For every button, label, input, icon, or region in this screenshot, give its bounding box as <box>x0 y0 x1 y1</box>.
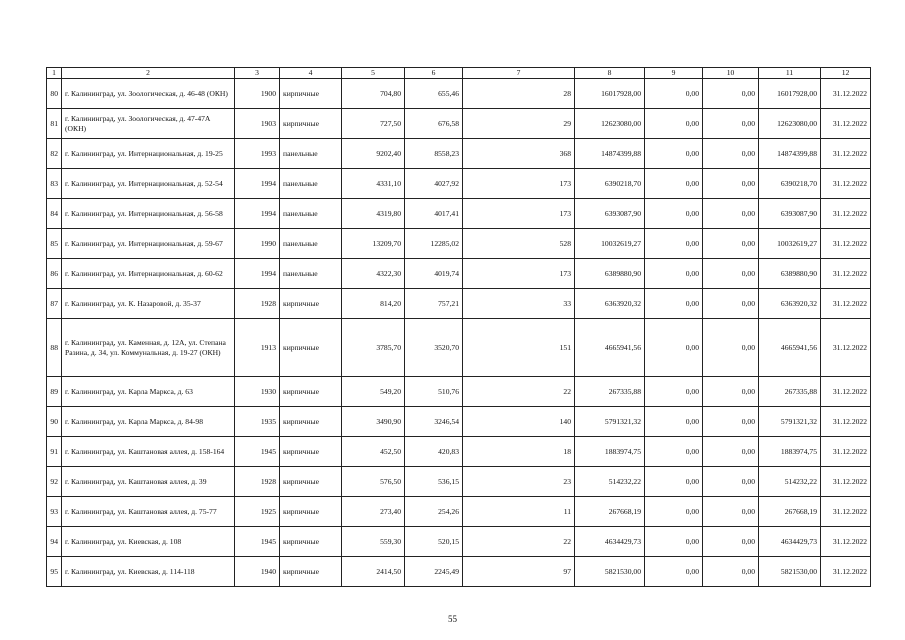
wall-material-cell: панельные <box>280 259 342 289</box>
wall-material-cell: панельные <box>280 169 342 199</box>
living-area-cell: 520,15 <box>405 527 463 557</box>
year-built-cell: 1990 <box>235 229 280 259</box>
zero-amount-cell: 0,00 <box>645 497 703 527</box>
residents-cell: 173 <box>463 199 575 229</box>
total-cost-cell: 6389880,90 <box>575 259 645 289</box>
zero-amount-cell: 0,00 <box>703 467 759 497</box>
address-cell: г. Калининград, ул. К. Назаровой, д. 35-37 <box>62 289 235 319</box>
net-cost-cell: 5821530,00 <box>759 557 821 587</box>
address-cell: г. Калининград, ул. Интернациональная, д. 56-58 <box>62 199 235 229</box>
wall-material-cell: кирпичные <box>280 527 342 557</box>
wall-material-cell: панельные <box>280 199 342 229</box>
residents-cell: 22 <box>463 527 575 557</box>
zero-amount-cell: 0,00 <box>645 527 703 557</box>
row-number-cell: 90 <box>47 407 62 437</box>
row-number-cell: 94 <box>47 527 62 557</box>
zero-amount-cell: 0,00 <box>645 139 703 169</box>
wall-material-cell: кирпичные <box>280 557 342 587</box>
wall-material-cell: кирпичные <box>280 319 342 377</box>
residents-cell: 173 <box>463 169 575 199</box>
net-cost-cell: 6393087,90 <box>759 199 821 229</box>
date-cell: 31.12.2022 <box>821 169 871 199</box>
total-cost-cell: 5791321,32 <box>575 407 645 437</box>
year-built-cell: 1925 <box>235 497 280 527</box>
total-cost-cell: 10032619,27 <box>575 229 645 259</box>
zero-amount-cell: 0,00 <box>703 79 759 109</box>
row-number-cell: 89 <box>47 377 62 407</box>
table-row <box>47 139 871 169</box>
total-area-cell: 559,30 <box>342 527 405 557</box>
net-cost-cell: 4634429,73 <box>759 527 821 557</box>
living-area-cell: 4017,41 <box>405 199 463 229</box>
row-number-cell: 81 <box>47 109 62 139</box>
living-area-cell: 2245,49 <box>405 557 463 587</box>
residents-cell: 140 <box>463 407 575 437</box>
zero-amount-cell: 0,00 <box>645 199 703 229</box>
zero-amount-cell: 0,00 <box>703 139 759 169</box>
total-area-cell: 814,20 <box>342 289 405 319</box>
column-header: 5 <box>342 68 405 79</box>
year-built-cell: 1940 <box>235 557 280 587</box>
zero-amount-cell: 0,00 <box>703 527 759 557</box>
wall-material-cell: кирпичные <box>280 407 342 437</box>
table-row <box>47 229 871 259</box>
net-cost-cell: 12623080,00 <box>759 109 821 139</box>
table-row <box>47 527 871 557</box>
column-header: 9 <box>645 68 703 79</box>
date-cell: 31.12.2022 <box>821 497 871 527</box>
date-cell: 31.12.2022 <box>821 557 871 587</box>
column-header: 1 <box>47 68 62 79</box>
row-number-cell: 88 <box>47 319 62 377</box>
zero-amount-cell: 0,00 <box>703 437 759 467</box>
net-cost-cell: 6390218,70 <box>759 169 821 199</box>
living-area-cell: 510,76 <box>405 377 463 407</box>
year-built-cell: 1945 <box>235 527 280 557</box>
zero-amount-cell: 0,00 <box>645 407 703 437</box>
total-cost-cell: 1883974,75 <box>575 437 645 467</box>
residents-cell: 33 <box>463 289 575 319</box>
date-cell: 31.12.2022 <box>821 437 871 467</box>
total-cost-cell: 12623080,00 <box>575 109 645 139</box>
table-row <box>47 377 871 407</box>
column-header: 8 <box>575 68 645 79</box>
zero-amount-cell: 0,00 <box>703 169 759 199</box>
table-row <box>47 109 871 139</box>
residents-cell: 173 <box>463 259 575 289</box>
living-area-cell: 3520,70 <box>405 319 463 377</box>
zero-amount-cell: 0,00 <box>645 289 703 319</box>
year-built-cell: 1928 <box>235 289 280 319</box>
total-cost-cell: 6363920,32 <box>575 289 645 319</box>
year-built-cell: 1994 <box>235 199 280 229</box>
table-row <box>47 437 871 467</box>
date-cell: 31.12.2022 <box>821 109 871 139</box>
living-area-cell: 757,21 <box>405 289 463 319</box>
row-number-cell: 91 <box>47 437 62 467</box>
wall-material-cell: кирпичные <box>280 437 342 467</box>
page-number: 55 <box>448 614 457 624</box>
column-header: 2 <box>62 68 235 79</box>
net-cost-cell: 267668,19 <box>759 497 821 527</box>
date-cell: 31.12.2022 <box>821 407 871 437</box>
address-cell: г. Калининград, ул. Зоологическая, д. 47-47А (ОКН) <box>62 109 235 139</box>
wall-material-cell: кирпичные <box>280 467 342 497</box>
total-cost-cell: 267668,19 <box>575 497 645 527</box>
net-cost-cell: 1883974,75 <box>759 437 821 467</box>
row-number-cell: 85 <box>47 229 62 259</box>
residents-cell: 29 <box>463 109 575 139</box>
row-number-cell: 83 <box>47 169 62 199</box>
living-area-cell: 4019,74 <box>405 259 463 289</box>
living-area-cell: 536,15 <box>405 467 463 497</box>
table-row <box>47 199 871 229</box>
zero-amount-cell: 0,00 <box>645 79 703 109</box>
total-area-cell: 576,50 <box>342 467 405 497</box>
zero-amount-cell: 0,00 <box>645 437 703 467</box>
address-cell: г. Калининград, ул. Киевская, д. 114-118 <box>62 557 235 587</box>
row-number-cell: 92 <box>47 467 62 497</box>
living-area-cell: 4027,92 <box>405 169 463 199</box>
column-number-header-row <box>47 68 871 79</box>
total-area-cell: 727,50 <box>342 109 405 139</box>
total-cost-cell: 4634429,73 <box>575 527 645 557</box>
net-cost-cell: 10032619,27 <box>759 229 821 259</box>
column-header: 12 <box>821 68 871 79</box>
total-area-cell: 704,80 <box>342 79 405 109</box>
zero-amount-cell: 0,00 <box>703 109 759 139</box>
living-area-cell: 8558,23 <box>405 139 463 169</box>
date-cell: 31.12.2022 <box>821 259 871 289</box>
wall-material-cell: панельные <box>280 139 342 169</box>
table-row <box>47 289 871 319</box>
total-cost-cell: 514232,22 <box>575 467 645 497</box>
zero-amount-cell: 0,00 <box>703 319 759 377</box>
year-built-cell: 1913 <box>235 319 280 377</box>
residents-cell: 151 <box>463 319 575 377</box>
table-row <box>47 497 871 527</box>
net-cost-cell: 514232,22 <box>759 467 821 497</box>
date-cell: 31.12.2022 <box>821 467 871 497</box>
row-number-cell: 84 <box>47 199 62 229</box>
date-cell: 31.12.2022 <box>821 139 871 169</box>
column-header: 7 <box>463 68 575 79</box>
zero-amount-cell: 0,00 <box>703 289 759 319</box>
living-area-cell: 676,58 <box>405 109 463 139</box>
column-header: 6 <box>405 68 463 79</box>
total-cost-cell: 6393087,90 <box>575 199 645 229</box>
address-cell: г. Калининград, ул. Интернациональная, д. 59-67 <box>62 229 235 259</box>
residents-cell: 22 <box>463 377 575 407</box>
living-area-cell: 12285,02 <box>405 229 463 259</box>
net-cost-cell: 14874399,88 <box>759 139 821 169</box>
total-cost-cell: 6390218,70 <box>575 169 645 199</box>
zero-amount-cell: 0,00 <box>703 557 759 587</box>
residents-cell: 23 <box>463 467 575 497</box>
total-area-cell: 3490,90 <box>342 407 405 437</box>
total-area-cell: 13209,70 <box>342 229 405 259</box>
net-cost-cell: 4665941,56 <box>759 319 821 377</box>
address-cell: г. Калининград, ул. Киевская, д. 108 <box>62 527 235 557</box>
column-header: 4 <box>280 68 342 79</box>
year-built-cell: 1935 <box>235 407 280 437</box>
living-area-cell: 420,83 <box>405 437 463 467</box>
year-built-cell: 1945 <box>235 437 280 467</box>
net-cost-cell: 6389880,90 <box>759 259 821 289</box>
year-built-cell: 1994 <box>235 259 280 289</box>
total-area-cell: 3785,70 <box>342 319 405 377</box>
wall-material-cell: кирпичные <box>280 289 342 319</box>
address-cell: г. Калининград, ул. Карла Маркса, д. 63 <box>62 377 235 407</box>
address-cell: г. Калининград, ул. Каштановая аллея, д. 158-164 <box>62 437 235 467</box>
housing-register-table <box>46 67 871 587</box>
residents-cell: 18 <box>463 437 575 467</box>
wall-material-cell: кирпичные <box>280 79 342 109</box>
wall-material-cell: кирпичные <box>280 497 342 527</box>
date-cell: 31.12.2022 <box>821 229 871 259</box>
total-area-cell: 273,40 <box>342 497 405 527</box>
address-cell: г. Калининград, ул. Карла Маркса, д. 84-98 <box>62 407 235 437</box>
zero-amount-cell: 0,00 <box>703 229 759 259</box>
living-area-cell: 3246,54 <box>405 407 463 437</box>
zero-amount-cell: 0,00 <box>645 377 703 407</box>
date-cell: 31.12.2022 <box>821 79 871 109</box>
total-area-cell: 549,20 <box>342 377 405 407</box>
column-header: 10 <box>703 68 759 79</box>
zero-amount-cell: 0,00 <box>703 199 759 229</box>
total-cost-cell: 5821530,00 <box>575 557 645 587</box>
table-row <box>47 557 871 587</box>
date-cell: 31.12.2022 <box>821 319 871 377</box>
table-row <box>47 467 871 497</box>
table-row <box>47 169 871 199</box>
zero-amount-cell: 0,00 <box>703 497 759 527</box>
living-area-cell: 655,46 <box>405 79 463 109</box>
address-cell: г. Калининград, ул. Интернациональная, д. 52-54 <box>62 169 235 199</box>
table-row <box>47 319 871 377</box>
wall-material-cell: кирпичные <box>280 377 342 407</box>
table-row <box>47 79 871 109</box>
total-cost-cell: 14874399,88 <box>575 139 645 169</box>
total-area-cell: 4331,10 <box>342 169 405 199</box>
row-number-cell: 95 <box>47 557 62 587</box>
table-row <box>47 259 871 289</box>
date-cell: 31.12.2022 <box>821 527 871 557</box>
zero-amount-cell: 0,00 <box>645 229 703 259</box>
table-row <box>47 407 871 437</box>
row-number-cell: 86 <box>47 259 62 289</box>
column-header: 3 <box>235 68 280 79</box>
residents-cell: 368 <box>463 139 575 169</box>
address-cell: г. Калининград, ул. Зоологическая, д. 46-48 (ОКН) <box>62 79 235 109</box>
year-built-cell: 1993 <box>235 139 280 169</box>
year-built-cell: 1928 <box>235 467 280 497</box>
wall-material-cell: панельные <box>280 229 342 259</box>
residents-cell: 11 <box>463 497 575 527</box>
total-area-cell: 9202,40 <box>342 139 405 169</box>
year-built-cell: 1900 <box>235 79 280 109</box>
zero-amount-cell: 0,00 <box>703 259 759 289</box>
zero-amount-cell: 0,00 <box>645 557 703 587</box>
total-cost-cell: 267335,88 <box>575 377 645 407</box>
total-area-cell: 452,50 <box>342 437 405 467</box>
residents-cell: 97 <box>463 557 575 587</box>
wall-material-cell: кирпичные <box>280 109 342 139</box>
zero-amount-cell: 0,00 <box>703 377 759 407</box>
total-area-cell: 4319,80 <box>342 199 405 229</box>
total-area-cell: 4322,30 <box>342 259 405 289</box>
total-cost-cell: 16017928,00 <box>575 79 645 109</box>
net-cost-cell: 6363920,32 <box>759 289 821 319</box>
date-cell: 31.12.2022 <box>821 289 871 319</box>
zero-amount-cell: 0,00 <box>645 109 703 139</box>
row-number-cell: 82 <box>47 139 62 169</box>
address-cell: г. Калининград, ул. Интернациональная, д. 19-25 <box>62 139 235 169</box>
zero-amount-cell: 0,00 <box>645 319 703 377</box>
year-built-cell: 1930 <box>235 377 280 407</box>
row-number-cell: 93 <box>47 497 62 527</box>
date-cell: 31.12.2022 <box>821 199 871 229</box>
date-cell: 31.12.2022 <box>821 377 871 407</box>
total-area-cell: 2414,50 <box>342 557 405 587</box>
zero-amount-cell: 0,00 <box>645 259 703 289</box>
zero-amount-cell: 0,00 <box>645 467 703 497</box>
address-cell: г. Калининград, ул. Каштановая аллея, д. 39 <box>62 467 235 497</box>
living-area-cell: 254,26 <box>405 497 463 527</box>
total-cost-cell: 4665941,56 <box>575 319 645 377</box>
address-cell: г. Калининград, ул. Каштановая аллея, д. 75-77 <box>62 497 235 527</box>
year-built-cell: 1903 <box>235 109 280 139</box>
address-cell: г. Калининград, ул. Каменная, д. 12А, ул. Степана Разина, д. 34, ул. Коммунальная, д. 19-27 (ОКН) <box>62 319 235 377</box>
address-cell: г. Калининград, ул. Интернациональная, д. 60-62 <box>62 259 235 289</box>
residents-cell: 528 <box>463 229 575 259</box>
net-cost-cell: 5791321,32 <box>759 407 821 437</box>
row-number-cell: 87 <box>47 289 62 319</box>
residents-cell: 28 <box>463 79 575 109</box>
row-number-cell: 80 <box>47 79 62 109</box>
column-header: 11 <box>759 68 821 79</box>
net-cost-cell: 267335,88 <box>759 377 821 407</box>
net-cost-cell: 16017928,00 <box>759 79 821 109</box>
year-built-cell: 1994 <box>235 169 280 199</box>
zero-amount-cell: 0,00 <box>645 169 703 199</box>
zero-amount-cell: 0,00 <box>703 407 759 437</box>
